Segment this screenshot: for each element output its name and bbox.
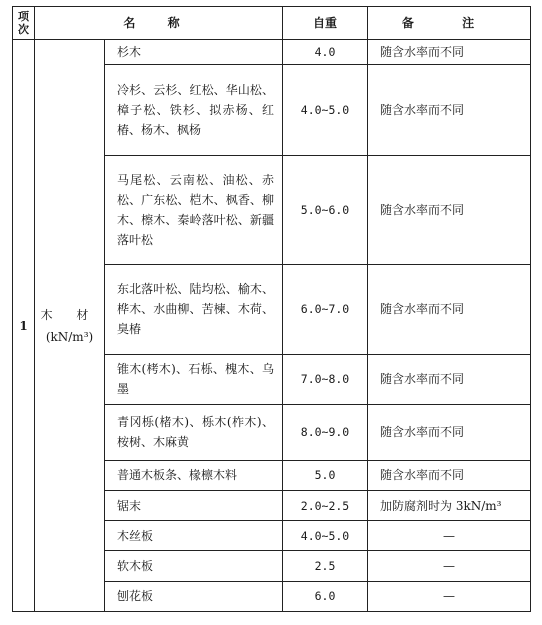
row-note: 随含水率而不同: [368, 40, 531, 65]
row-name: 东北落叶松、陆均松、榆木、桦木、水曲柳、苦楝、木荷、臭椿: [105, 264, 283, 354]
row-note: —: [368, 551, 531, 581]
header-row: [13, 7, 531, 40]
row-note: 随含水率而不同: [368, 405, 531, 460]
row-weight: 4.0: [283, 40, 368, 65]
row-weight: 4.0~5.0: [283, 65, 368, 156]
group-category: [35, 40, 105, 612]
row-name: 杉木: [105, 40, 283, 65]
row-name: 锥木(栲木)、石栎、槐木、乌墨: [105, 354, 283, 404]
row-name: 刨花板: [105, 581, 283, 611]
header-note: 备 注: [368, 7, 531, 40]
row-note: 随含水率而不同: [368, 264, 531, 354]
row-weight: 5.0: [283, 460, 368, 490]
row-note: —: [368, 581, 531, 611]
row-note: 随含水率而不同: [368, 354, 531, 404]
row-name: 冷杉、云杉、红松、华山松、樟子松、铁杉、拟赤杨、红椿、杨木、枫杨: [105, 65, 283, 156]
row-note: 随含水率而不同: [368, 65, 531, 156]
table-row: [13, 40, 531, 65]
header-name: 名 称: [35, 7, 283, 40]
group-index: 1: [13, 40, 35, 612]
row-name: 普通木板条、椽檩木料: [105, 460, 283, 490]
row-weight: 7.0~8.0: [283, 354, 368, 404]
category-unit: (kN/m³): [45, 329, 94, 344]
row-note: 随含水率而不同: [368, 460, 531, 490]
row-weight: 4.0~5.0: [283, 521, 368, 551]
header-index-line1: 项: [18, 10, 29, 23]
row-name: 马尾松、云南松、油松、赤松、广东松、桤木、枫香、柳木、檫木、秦岭落叶松、新疆落叶松: [105, 156, 283, 265]
row-name: 木丝板: [105, 521, 283, 551]
row-note: 随含水率而不同: [368, 156, 531, 265]
row-weight: 2.0~2.5: [283, 490, 368, 520]
row-note: —: [368, 521, 531, 551]
row-weight: 2.5: [283, 551, 368, 581]
row-weight: 6.0~7.0: [283, 264, 368, 354]
header-weight: 自重: [283, 7, 368, 40]
row-weight: 5.0~6.0: [283, 156, 368, 265]
category-name: 木 材: [40, 307, 99, 322]
row-name: 软木板: [105, 551, 283, 581]
header-index: [13, 7, 35, 40]
material-weight-table-frame: [12, 6, 530, 612]
row-weight: 8.0~9.0: [283, 405, 368, 460]
material-weight-table: [12, 6, 531, 612]
row-note: 加防腐剂时为 3kN/m³: [368, 490, 531, 520]
row-name: 锯末: [105, 490, 283, 520]
header-index-line2: 次: [18, 23, 29, 36]
row-name: 青冈栎(楮木)、栎木(柞木)、桉树、木麻黄: [105, 405, 283, 460]
row-weight: 6.0: [283, 581, 368, 611]
